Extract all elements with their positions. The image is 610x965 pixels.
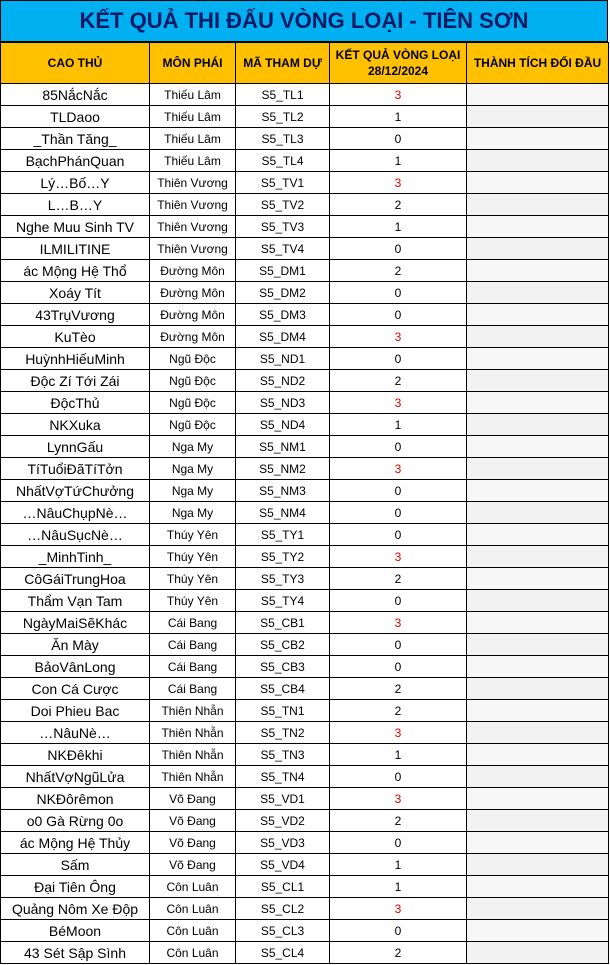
achievement-cell (467, 612, 609, 634)
result-cell: 3 (330, 326, 467, 348)
player-cell: NhấtVợNgũLửa (1, 766, 150, 788)
sect-cell: Ngũ Độc (150, 392, 236, 414)
code-cell: S5_TN2 (236, 722, 330, 744)
sect-cell: Võ Đang (150, 854, 236, 876)
result-cell: 0 (330, 590, 467, 612)
result-cell: 3 (330, 722, 467, 744)
player-cell: ĐộcThủ (1, 392, 150, 414)
header-result-label: KẾT QUẢ VÒNG LOẠI (335, 48, 461, 62)
code-cell: S5_ND1 (236, 348, 330, 370)
sect-cell: Cái Bang (150, 678, 236, 700)
result-cell: 0 (330, 656, 467, 678)
code-cell: S5_TL2 (236, 106, 330, 128)
code-cell: S5_CL1 (236, 876, 330, 898)
player-cell: Đại Tiên Ông (1, 876, 150, 898)
player-cell: L…B…Y (1, 194, 150, 216)
code-cell: S5_TN1 (236, 700, 330, 722)
player-cell: ác Mộng Hệ Thủy (1, 832, 150, 854)
achievement-cell (467, 106, 609, 128)
table-row (1, 150, 609, 172)
table-row (1, 656, 609, 678)
achievement-cell (467, 172, 609, 194)
table-row (1, 590, 609, 612)
table-row (1, 348, 609, 370)
header-achievement: THÀNH TÍCH ĐỐI ĐẦU (467, 43, 609, 84)
player-cell: …NâuChụpNè… (1, 502, 150, 524)
result-cell: 0 (330, 304, 467, 326)
sect-cell: Thiên Vương (150, 172, 236, 194)
player-cell: …NâuNè… (1, 722, 150, 744)
player-cell: _Thần Tăng_ (1, 128, 150, 150)
sect-cell: Thiếu Lâm (150, 84, 236, 106)
header-player: CAO THỦ (1, 43, 150, 84)
code-cell: S5_CB3 (236, 656, 330, 678)
sect-cell: Đường Môn (150, 326, 236, 348)
table-row (1, 920, 609, 942)
result-cell: 2 (330, 568, 467, 590)
sect-cell: Thiên Nhẫn (150, 722, 236, 744)
achievement-cell (467, 370, 609, 392)
code-cell: S5_TV3 (236, 216, 330, 238)
sect-cell: Võ Đang (150, 832, 236, 854)
result-cell: 0 (330, 502, 467, 524)
result-cell: 3 (330, 898, 467, 920)
table-row (1, 832, 609, 854)
achievement-cell (467, 942, 609, 964)
sect-cell: Thúy Yên (150, 524, 236, 546)
result-cell: 0 (330, 348, 467, 370)
code-cell: S5_CL4 (236, 942, 330, 964)
code-cell: S5_TN4 (236, 766, 330, 788)
achievement-cell (467, 590, 609, 612)
table-row (1, 326, 609, 348)
result-cell: 0 (330, 920, 467, 942)
sect-cell: Đường Môn (150, 260, 236, 282)
result-cell: 3 (330, 612, 467, 634)
result-cell: 2 (330, 810, 467, 832)
result-cell: 0 (330, 634, 467, 656)
header-code: MÃ THAM DỰ (236, 43, 330, 84)
code-cell: S5_TV2 (236, 194, 330, 216)
achievement-cell (467, 920, 609, 942)
table-row (1, 304, 609, 326)
sect-cell: Thúy Yên (150, 568, 236, 590)
player-cell: KuTèo (1, 326, 150, 348)
achievement-cell (467, 128, 609, 150)
sect-cell: Thiên Vương (150, 216, 236, 238)
player-cell: BạchPhánQuan (1, 150, 150, 172)
table-row (1, 700, 609, 722)
sect-cell: Thúy Yên (150, 546, 236, 568)
player-cell: CôGáiTrungHoa (1, 568, 150, 590)
player-cell: Thẩm Vạn Tam (1, 590, 150, 612)
achievement-cell (467, 238, 609, 260)
table-row (1, 502, 609, 524)
table-row (1, 392, 609, 414)
achievement-cell (467, 788, 609, 810)
result-cell: 0 (330, 832, 467, 854)
player-cell: Con Cá Cược (1, 678, 150, 700)
result-cell: 2 (330, 700, 467, 722)
table-row (1, 810, 609, 832)
player-cell: o0 Gà Rừng 0o (1, 810, 150, 832)
code-cell: S5_TY2 (236, 546, 330, 568)
result-cell: 1 (330, 106, 467, 128)
player-cell: NKĐôrêmon (1, 788, 150, 810)
player-cell: ILMILITINE (1, 238, 150, 260)
result-cell: 0 (330, 480, 467, 502)
header-result-date: 28/12/2024 (367, 64, 429, 78)
achievement-cell (467, 700, 609, 722)
code-cell: S5_DM3 (236, 304, 330, 326)
result-cell: 3 (330, 84, 467, 106)
sect-cell: Đường Môn (150, 304, 236, 326)
player-cell: TLDaoo (1, 106, 150, 128)
sect-cell: Côn Luân (150, 942, 236, 964)
result-cell: 0 (330, 766, 467, 788)
code-cell: S5_NM2 (236, 458, 330, 480)
code-cell: S5_CL3 (236, 920, 330, 942)
code-cell: S5_CL2 (236, 898, 330, 920)
code-cell: S5_ND4 (236, 414, 330, 436)
sect-cell: Thiếu Lâm (150, 128, 236, 150)
player-cell: NKXuka (1, 414, 150, 436)
code-cell: S5_VD3 (236, 832, 330, 854)
header-result (330, 43, 467, 84)
sect-cell: Thiên Vương (150, 238, 236, 260)
achievement-cell (467, 524, 609, 546)
player-cell: LynnGấu (1, 436, 150, 458)
result-cell: 2 (330, 194, 467, 216)
table-row (1, 84, 609, 106)
achievement-cell (467, 854, 609, 876)
sect-cell: Côn Luân (150, 898, 236, 920)
player-cell: NhấtVợTứChưởng (1, 480, 150, 502)
result-cell: 1 (330, 150, 467, 172)
table-row (1, 194, 609, 216)
achievement-cell (467, 766, 609, 788)
header-sect: MÔN PHÁI (150, 43, 236, 84)
result-cell: 0 (330, 282, 467, 304)
sect-cell: Thiếu Lâm (150, 106, 236, 128)
table-row (1, 854, 609, 876)
code-cell: S5_CB2 (236, 634, 330, 656)
table-row (1, 744, 609, 766)
sect-cell: Côn Luân (150, 920, 236, 942)
code-cell: S5_TL3 (236, 128, 330, 150)
achievement-cell (467, 216, 609, 238)
achievement-cell (467, 832, 609, 854)
code-cell: S5_ND3 (236, 392, 330, 414)
player-cell: 85NắcNắc (1, 84, 150, 106)
table-row (1, 876, 609, 898)
achievement-cell (467, 84, 609, 106)
result-cell: 2 (330, 678, 467, 700)
achievement-cell (467, 194, 609, 216)
table-row (1, 414, 609, 436)
achievement-cell (467, 568, 609, 590)
player-cell: BảoVânLong (1, 656, 150, 678)
table-row (1, 458, 609, 480)
code-cell: S5_TY1 (236, 524, 330, 546)
code-cell: S5_ND2 (236, 370, 330, 392)
table-row (1, 634, 609, 656)
achievement-cell (467, 392, 609, 414)
sect-cell: Ngũ Độc (150, 370, 236, 392)
player-cell: Ăn Mày (1, 634, 150, 656)
sect-cell: Thiên Nhẫn (150, 700, 236, 722)
achievement-cell (467, 744, 609, 766)
result-cell: 1 (330, 876, 467, 898)
achievement-cell (467, 678, 609, 700)
sect-cell: Thiên Nhẫn (150, 766, 236, 788)
code-cell: S5_TY4 (236, 590, 330, 612)
sect-cell: Nga My (150, 480, 236, 502)
sect-cell: Cái Bang (150, 612, 236, 634)
achievement-cell (467, 414, 609, 436)
code-cell: S5_DM2 (236, 282, 330, 304)
result-cell: 2 (330, 260, 467, 282)
code-cell: S5_VD4 (236, 854, 330, 876)
achievement-cell (467, 898, 609, 920)
sect-cell: Võ Đang (150, 788, 236, 810)
table-row (1, 282, 609, 304)
player-cell: HuỳnhHiếuMinh (1, 348, 150, 370)
result-cell: 0 (330, 436, 467, 458)
sect-cell: Nga My (150, 436, 236, 458)
code-cell: S5_CB4 (236, 678, 330, 700)
result-cell: 3 (330, 458, 467, 480)
table-row (1, 238, 609, 260)
code-cell: S5_TL4 (236, 150, 330, 172)
table-row (1, 172, 609, 194)
achievement-cell (467, 546, 609, 568)
achievement-cell (467, 458, 609, 480)
achievement-cell (467, 876, 609, 898)
table-row (1, 260, 609, 282)
code-cell: S5_NM1 (236, 436, 330, 458)
sect-cell: Thiếu Lâm (150, 150, 236, 172)
code-cell: S5_TV4 (236, 238, 330, 260)
result-cell: 3 (330, 788, 467, 810)
sect-cell: Ngũ Độc (150, 414, 236, 436)
achievement-cell (467, 634, 609, 656)
result-cell: 3 (330, 392, 467, 414)
table-row (1, 216, 609, 238)
achievement-cell (467, 480, 609, 502)
player-cell: 43 Sét Sập Sình (1, 942, 150, 964)
table-row (1, 766, 609, 788)
result-cell: 1 (330, 216, 467, 238)
result-cell: 0 (330, 128, 467, 150)
code-cell: S5_DM4 (236, 326, 330, 348)
table-row (1, 546, 609, 568)
result-cell: 1 (330, 854, 467, 876)
result-cell: 0 (330, 524, 467, 546)
table-row (1, 524, 609, 546)
player-cell: _MinhTinh_ (1, 546, 150, 568)
achievement-cell (467, 810, 609, 832)
table-row (1, 612, 609, 634)
result-cell: 0 (330, 238, 467, 260)
code-cell: S5_NM3 (236, 480, 330, 502)
result-cell: 1 (330, 744, 467, 766)
table-row (1, 788, 609, 810)
achievement-cell (467, 260, 609, 282)
sect-cell: Đường Môn (150, 282, 236, 304)
sect-cell: Nga My (150, 458, 236, 480)
player-cell: Lý…Bố…Y (1, 172, 150, 194)
sheet-title: KẾT QUẢ THI ĐẤU VÒNG LOẠI - TIÊN SƠN (0, 0, 608, 42)
achievement-cell (467, 722, 609, 744)
code-cell: S5_NM4 (236, 502, 330, 524)
sect-cell: Cái Bang (150, 634, 236, 656)
result-cell: 1 (330, 414, 467, 436)
code-cell: S5_TN3 (236, 744, 330, 766)
table-row (1, 436, 609, 458)
table-row (1, 898, 609, 920)
player-cell: Quảng Nôm Xe Độp (1, 898, 150, 920)
player-cell: Xoáy Tít (1, 282, 150, 304)
achievement-cell (467, 502, 609, 524)
achievement-cell (467, 348, 609, 370)
achievement-cell (467, 282, 609, 304)
player-cell: Nghe Muu Sinh TV (1, 216, 150, 238)
code-cell: S5_DM1 (236, 260, 330, 282)
player-cell: TíTuổiĐãTíTởn (1, 458, 150, 480)
code-cell: S5_CB1 (236, 612, 330, 634)
achievement-cell (467, 436, 609, 458)
sect-cell: Thiên Vương (150, 194, 236, 216)
table-row (1, 678, 609, 700)
player-cell: NgàyMaiSẽKhác (1, 612, 150, 634)
player-cell: Doi Phieu Bac (1, 700, 150, 722)
achievement-cell (467, 150, 609, 172)
header-row (1, 43, 609, 84)
result-cell: 3 (330, 172, 467, 194)
sect-cell: Thiên Nhẫn (150, 744, 236, 766)
table-row (1, 568, 609, 590)
table-row (1, 106, 609, 128)
table-row (1, 942, 609, 964)
result-cell: 2 (330, 942, 467, 964)
code-cell: S5_VD1 (236, 788, 330, 810)
player-cell: Sấm (1, 854, 150, 876)
player-cell: ác Mộng Hệ Thổ (1, 260, 150, 282)
sect-cell: Cái Bang (150, 656, 236, 678)
achievement-cell (467, 656, 609, 678)
achievement-cell (467, 304, 609, 326)
sect-cell: Ngũ Độc (150, 348, 236, 370)
code-cell: S5_TY3 (236, 568, 330, 590)
sect-cell: Côn Luân (150, 876, 236, 898)
player-cell: NKĐêkhi (1, 744, 150, 766)
table-row (1, 370, 609, 392)
results-table (0, 42, 609, 964)
achievement-cell (467, 326, 609, 348)
code-cell: S5_TL1 (236, 84, 330, 106)
player-cell: Độc Zí Tới Zái (1, 370, 150, 392)
code-cell: S5_VD2 (236, 810, 330, 832)
table-row (1, 128, 609, 150)
player-cell: 43TrụVương (1, 304, 150, 326)
code-cell: S5_TV1 (236, 172, 330, 194)
table-row (1, 480, 609, 502)
result-cell: 3 (330, 546, 467, 568)
sect-cell: Thúy Yên (150, 590, 236, 612)
table-row (1, 722, 609, 744)
player-cell: …NâuSụcNè… (1, 524, 150, 546)
result-cell: 2 (330, 370, 467, 392)
player-cell: BéMoon (1, 920, 150, 942)
sect-cell: Nga My (150, 502, 236, 524)
sect-cell: Võ Đang (150, 810, 236, 832)
